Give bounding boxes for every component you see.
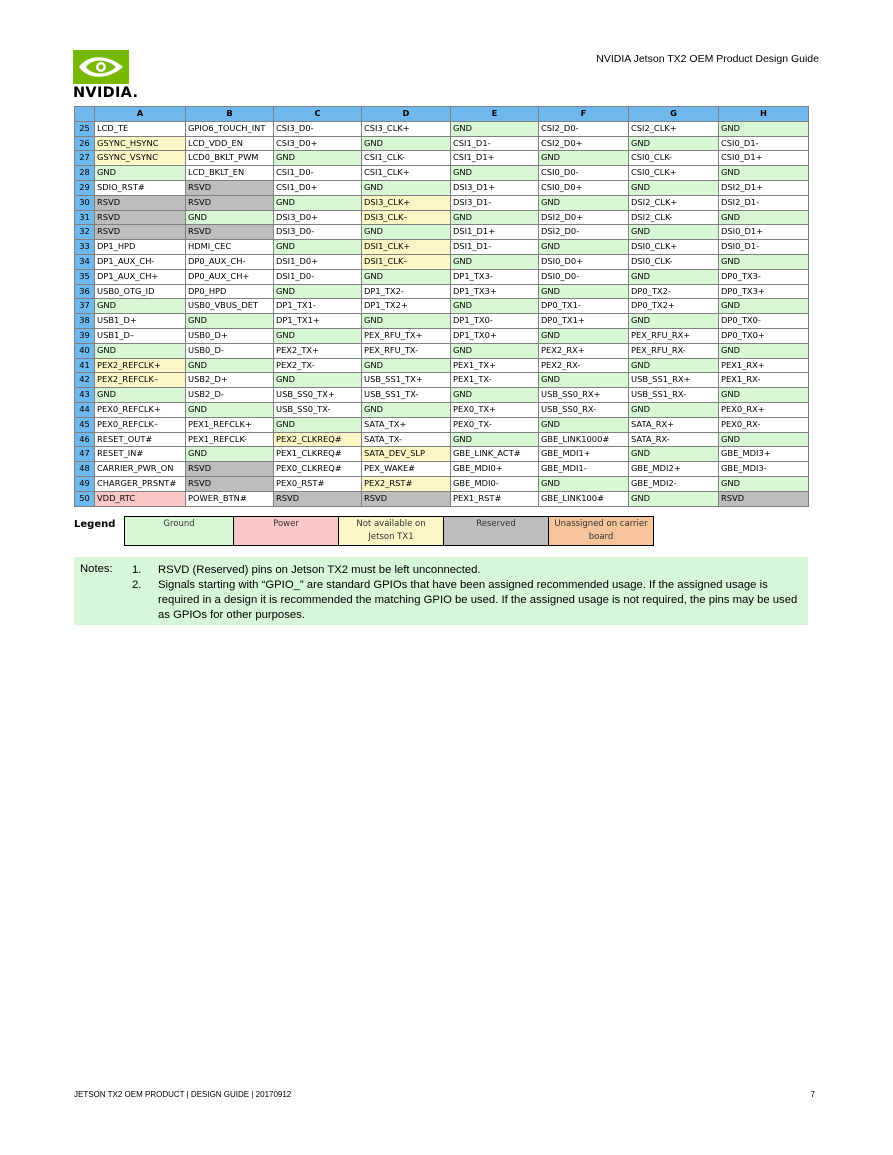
pin-cell: DSI0_D0- — [539, 269, 629, 284]
pin-cell: GND — [451, 299, 539, 314]
pin-cell: GND — [274, 373, 362, 388]
column-header-b: B — [186, 107, 274, 122]
pin-cell: RSVD — [95, 225, 186, 240]
pin-cell: DP1_TX0+ — [451, 328, 539, 343]
pin-cell: GND — [539, 151, 629, 166]
footer-doc-info: JETSON TX2 OEM PRODUCT | DESIGN GUIDE | 20170912 — [74, 1090, 292, 1099]
notes-box — [74, 557, 808, 625]
row-number: 37 — [75, 299, 95, 314]
pin-cell: GND — [274, 240, 362, 255]
pin-cell: GBE_LINK1000# — [539, 432, 629, 447]
pin-cell: DP1_TX1+ — [274, 314, 362, 329]
table-row — [75, 328, 809, 343]
pin-cell: USB0_VBUS_DET — [186, 299, 274, 314]
table-row — [75, 402, 809, 417]
row-number: 31 — [75, 210, 95, 225]
table-row — [75, 225, 809, 240]
pin-cell: DP1_TX0- — [451, 314, 539, 329]
pin-cell: PEX2_REFCLK– — [95, 373, 186, 388]
table-row — [75, 210, 809, 225]
pin-cell: USB1_D– — [95, 328, 186, 343]
pin-cell: GND — [719, 388, 809, 403]
row-number: 46 — [75, 432, 95, 447]
pin-cell: PEX1_RX- — [719, 373, 809, 388]
pin-cell: SATA_TX+ — [362, 417, 451, 432]
pin-cell: PEX2_CLKREQ# — [274, 432, 362, 447]
table-row — [75, 476, 809, 491]
table-row — [75, 269, 809, 284]
pin-cell: DSI2_D1+ — [719, 180, 809, 195]
pin-cell: GND — [629, 269, 719, 284]
pin-cell: GND — [451, 432, 539, 447]
pin-cell: CSI1_D0+ — [274, 180, 362, 195]
note-text: Signals starting with “GPIO_” are standard GPIOs that have been assigned recommended usage. If the assigned usage is required in a design it is recommended the matching GPIO be used. If the assigned usage is not required, the pins may be used as GPIOs for other purposes. — [158, 579, 798, 621]
table-row — [75, 491, 809, 506]
column-header-h: H — [719, 107, 809, 122]
pin-cell: RSVD — [186, 476, 274, 491]
pin-cell: GND — [274, 417, 362, 432]
row-number: 41 — [75, 358, 95, 373]
pin-cell: USB1_D+ — [95, 314, 186, 329]
pin-cell: DSI3_D1- — [451, 195, 539, 210]
pin-cell: GND — [186, 402, 274, 417]
pin-cell: GND — [95, 166, 186, 181]
column-header-f: F — [539, 107, 629, 122]
row-number: 38 — [75, 314, 95, 329]
pin-cell: DSI3_CLK+ — [362, 195, 451, 210]
pin-cell: PEX0_TX- — [451, 417, 539, 432]
pin-cell: CSI3_D0+ — [274, 136, 362, 151]
pin-cell: GBE_MDI3+ — [719, 447, 809, 462]
pin-cell: RESET_OUT# — [95, 432, 186, 447]
table-row — [75, 121, 809, 136]
row-number: 44 — [75, 402, 95, 417]
row-number: 33 — [75, 240, 95, 255]
pin-cell: GND — [274, 328, 362, 343]
pin-cell: DP0_TX0- — [719, 314, 809, 329]
pin-cell: PEX1_REFCLK+ — [186, 417, 274, 432]
pin-cell: USB_SS0_TX+ — [274, 388, 362, 403]
pin-cell: DP0_HPD — [186, 284, 274, 299]
pin-cell: DP0_TX0+ — [719, 328, 809, 343]
page-header-title: NVIDIA Jetson TX2 OEM Product Design Guide — [596, 53, 819, 65]
table-row — [75, 151, 809, 166]
pin-cell: GSYNC_VSYNC — [95, 151, 186, 166]
row-number: 43 — [75, 388, 95, 403]
pin-cell: DP0_TX3+ — [719, 284, 809, 299]
row-number: 47 — [75, 447, 95, 462]
column-header-row-number — [75, 107, 95, 122]
pin-cell: CARRIER_PWR_ON — [95, 462, 186, 477]
row-number: 35 — [75, 269, 95, 284]
pin-cell: DP1_TX2- — [362, 284, 451, 299]
pin-cell: CSI1_D1- — [451, 136, 539, 151]
table-row — [75, 136, 809, 151]
pin-cell: PEX1_RX+ — [719, 358, 809, 373]
pin-cell: GND — [186, 358, 274, 373]
pin-cell: GND — [719, 254, 809, 269]
pin-cell: DSI0_D0+ — [539, 254, 629, 269]
pin-cell: HDMI_CEC — [186, 240, 274, 255]
pin-cell: SATA_TX- — [362, 432, 451, 447]
pin-cell: GND — [451, 388, 539, 403]
pin-cell: GND — [95, 388, 186, 403]
pin-cell: PEX_RFU_RX+ — [629, 328, 719, 343]
table-row — [75, 373, 809, 388]
pin-cell: DP1_TX3+ — [451, 284, 539, 299]
row-number: 36 — [75, 284, 95, 299]
row-number: 48 — [75, 462, 95, 477]
table-row — [75, 166, 809, 181]
pin-cell: DSI1_D0+ — [274, 254, 362, 269]
pin-cell: DSI1_CLK+ — [362, 240, 451, 255]
table-row — [75, 180, 809, 195]
row-number: 30 — [75, 195, 95, 210]
pin-cell: DSI3_D0+ — [274, 210, 362, 225]
pin-cell: PEX1_TX- — [451, 373, 539, 388]
pin-cell: CSI0_CLK+ — [629, 166, 719, 181]
table-row — [75, 343, 809, 358]
pin-cell: VDD_RTC — [95, 491, 186, 506]
pin-cell: GND — [95, 343, 186, 358]
pin-cell: GBE_MDI2+ — [629, 462, 719, 477]
pin-cell: GND — [362, 225, 451, 240]
legend-item-ground: Ground — [125, 517, 234, 546]
pin-cell: DP1_HPD — [95, 240, 186, 255]
pin-cell: USB_SS0_RX- — [539, 402, 629, 417]
pin-cell: PEX0_CLKREQ# — [274, 462, 362, 477]
pin-cell: CSI0_CLK- — [629, 151, 719, 166]
pin-cell: DSI0_D1- — [719, 240, 809, 255]
pin-cell: GND — [719, 299, 809, 314]
pin-cell: PEX_RFU_RX- — [629, 343, 719, 358]
pin-cell: GND — [629, 447, 719, 462]
table-row — [75, 314, 809, 329]
pin-cell: GND — [186, 447, 274, 462]
pin-cell: CSI2_D0+ — [539, 136, 629, 151]
pin-cell: DP0_TX1+ — [539, 314, 629, 329]
table-row — [75, 240, 809, 255]
row-number: 40 — [75, 343, 95, 358]
pin-cell: PEX_RFU_TX- — [362, 343, 451, 358]
pin-cell: GND — [362, 136, 451, 151]
row-number: 25 — [75, 121, 95, 136]
pin-cell: DSI3_D0- — [274, 225, 362, 240]
pin-cell: CSI0_D1+ — [719, 151, 809, 166]
pin-cell: PEX2_TX+ — [274, 343, 362, 358]
pin-cell: PEX0_TX+ — [451, 402, 539, 417]
pin-cell: GND — [539, 195, 629, 210]
column-header-a: A — [95, 107, 186, 122]
pin-cell: RSVD — [95, 195, 186, 210]
pin-cell: GND — [451, 254, 539, 269]
pin-cell: GND — [451, 210, 539, 225]
notes-label: Notes: — [80, 563, 113, 575]
pin-cell: DP1_TX3- — [451, 269, 539, 284]
row-number: 50 — [75, 491, 95, 506]
column-header-g: G — [629, 107, 719, 122]
pin-cell: DP0_AUX_CH- — [186, 254, 274, 269]
pin-cell: PEX0_RX+ — [719, 402, 809, 417]
pin-cell: DSI0_CLK+ — [629, 240, 719, 255]
pin-cell: RSVD — [186, 180, 274, 195]
pin-cell: DP1_AUX_CH- — [95, 254, 186, 269]
row-number: 29 — [75, 180, 95, 195]
pin-cell: GBE_LINK_ACT# — [451, 447, 539, 462]
pin-cell: GBE_MDI2- — [629, 476, 719, 491]
footer-page-number: 7 — [810, 1090, 815, 1099]
pin-cell: GND — [629, 314, 719, 329]
pin-cell: PEX2_REFCLK+ — [95, 358, 186, 373]
pin-cell: DP1_TX2+ — [362, 299, 451, 314]
pin-cell: USB_SS0_RX+ — [539, 388, 629, 403]
pin-cell: GND — [274, 284, 362, 299]
table-row — [75, 299, 809, 314]
pin-cell: PEX1_REFCLK- — [186, 432, 274, 447]
pin-cell: CSI0_D0+ — [539, 180, 629, 195]
pin-cell: PEX0_RST# — [274, 476, 362, 491]
table-body — [75, 121, 809, 506]
pin-cell: GBE_MDI0+ — [451, 462, 539, 477]
pin-cell: DSI1_CLK– — [362, 254, 451, 269]
pin-cell: GND — [629, 136, 719, 151]
pin-cell: GND — [451, 166, 539, 181]
pin-cell: CSI1_D0- — [274, 166, 362, 181]
pin-cell: CSI0_D0- — [539, 166, 629, 181]
pin-cell: CSI1_D1+ — [451, 151, 539, 166]
nvidia-wordmark: NVIDIA. — [73, 85, 139, 101]
pin-cell: GND — [719, 121, 809, 136]
note-text: RSVD (Reserved) pins on Jetson TX2 must be left unconnected. — [158, 564, 481, 576]
pin-cell: DP0_AUX_CH+ — [186, 269, 274, 284]
pin-cell: CHARGER_PRSNT# — [95, 476, 186, 491]
pin-cell: SATA_RX- — [629, 432, 719, 447]
pin-cell: GND — [629, 491, 719, 506]
column-header-c: C — [274, 107, 362, 122]
legend-item-power: Power — [234, 517, 339, 546]
pin-cell: DP0_TX1- — [539, 299, 629, 314]
pin-cell: SATA_RX+ — [629, 417, 719, 432]
pin-cell: RSVD — [362, 491, 451, 506]
pin-cell: USB0_OTG_ID — [95, 284, 186, 299]
pin-cell: GND — [451, 121, 539, 136]
pin-cell: PEX2_RX+ — [539, 343, 629, 358]
pin-cell: GBE_MDI1- — [539, 462, 629, 477]
pin-cell: LCD_BKLT_EN — [186, 166, 274, 181]
pin-cell: GND — [362, 402, 451, 417]
table-row — [75, 284, 809, 299]
pin-cell: PEX2_TX- — [274, 358, 362, 373]
pin-cell: PEX0_REFCLK– — [95, 417, 186, 432]
pin-cell: DSI1_D1+ — [451, 225, 539, 240]
note-number: 2. — [132, 579, 142, 591]
row-number: 45 — [75, 417, 95, 432]
pin-cell: CSI2_CLK+ — [629, 121, 719, 136]
pin-cell: DSI3_CLK– — [362, 210, 451, 225]
row-number: 32 — [75, 225, 95, 240]
pin-cell: PEX0_RX- — [719, 417, 809, 432]
pin-cell: GND — [719, 476, 809, 491]
pin-cell: GBE_MDI3- — [719, 462, 809, 477]
table-row — [75, 462, 809, 477]
legend-item-not-available: Not available on Jetson TX1 — [339, 517, 444, 546]
pin-cell: GND — [629, 402, 719, 417]
pin-cell: RSVD — [186, 462, 274, 477]
pin-cell: GND — [719, 432, 809, 447]
pin-cell: DSI2_CLK+ — [629, 195, 719, 210]
pin-cell: RESET_IN# — [95, 447, 186, 462]
pin-cell: USB2_D+ — [186, 373, 274, 388]
pin-cell: DP1_AUX_CH+ — [95, 269, 186, 284]
pin-cell: PEX_WAKE# — [362, 462, 451, 477]
pin-cell: DSI0_D1+ — [719, 225, 809, 240]
row-number: 28 — [75, 166, 95, 181]
row-number: 42 — [75, 373, 95, 388]
pin-cell: DP0_TX3- — [719, 269, 809, 284]
pin-cell: CSI0_D1- — [719, 136, 809, 151]
pin-cell: GBE_MDI1+ — [539, 447, 629, 462]
pin-cell: GND — [362, 358, 451, 373]
pin-cell: PEX1_RST# — [451, 491, 539, 506]
pin-cell: GND — [95, 299, 186, 314]
pin-cell: LCD_VDD_EN — [186, 136, 274, 151]
pin-cell: GND — [362, 269, 451, 284]
pin-cell: PEX2_RX- — [539, 358, 629, 373]
pin-cell: PEX_RFU_TX+ — [362, 328, 451, 343]
pin-cell: USB2_D- — [186, 388, 274, 403]
table-row — [75, 254, 809, 269]
pin-cell: DSI0_CLK- — [629, 254, 719, 269]
column-header-d: D — [362, 107, 451, 122]
pin-cell: GND — [629, 225, 719, 240]
pin-cell: GND — [362, 180, 451, 195]
pin-cell: RSVD — [95, 210, 186, 225]
pin-cell: GND — [186, 210, 274, 225]
column-header-e: E — [451, 107, 539, 122]
pin-cell: USB_SS1_RX+ — [629, 373, 719, 388]
pin-cell: USB0_D- — [186, 343, 274, 358]
pin-cell: PEX0_REFCLK+ — [95, 402, 186, 417]
legend-item-unassigned: Unassigned on carrier board — [549, 517, 654, 546]
pin-cell: DP1_TX1- — [274, 299, 362, 314]
pin-cell: GBE_LINK100# — [539, 491, 629, 506]
pin-cell: PEX1_TX+ — [451, 358, 539, 373]
pin-cell: GND — [451, 343, 539, 358]
legend-label: Legend — [74, 519, 116, 530]
table-row — [75, 388, 809, 403]
note-number: 1. — [132, 564, 142, 576]
pin-cell: DSI3_D1+ — [451, 180, 539, 195]
pin-cell: DSI2_D0+ — [539, 210, 629, 225]
pin-cell: USB_SS1_TX+ — [362, 373, 451, 388]
pin-cell: USB_SS1_RX- — [629, 388, 719, 403]
pin-cell: RSVD — [274, 491, 362, 506]
row-number: 34 — [75, 254, 95, 269]
table-row — [75, 447, 809, 462]
pin-cell: GND — [629, 180, 719, 195]
legend-table — [124, 516, 654, 546]
pin-cell: GND — [274, 195, 362, 210]
pin-cell: DSI2_D1- — [719, 195, 809, 210]
pin-cell: DSI1_D1- — [451, 240, 539, 255]
pin-cell: GND — [186, 314, 274, 329]
pin-cell: GND — [362, 314, 451, 329]
pin-cell: RSVD — [719, 491, 809, 506]
legend-item-reserved: Reserved — [444, 517, 549, 546]
pin-cell: GPIO6_TOUCH_INT — [186, 121, 274, 136]
table-row — [75, 358, 809, 373]
pin-cell: GND — [719, 210, 809, 225]
pin-cell: GND — [539, 284, 629, 299]
pin-cell: LCD0_BKLT_PWM — [186, 151, 274, 166]
pin-cell: DSI2_CLK- — [629, 210, 719, 225]
pin-cell: GSYNC_HSYNC — [95, 136, 186, 151]
row-number: 27 — [75, 151, 95, 166]
pin-cell: CSI2_D0- — [539, 121, 629, 136]
pin-cell: GND — [719, 343, 809, 358]
pin-cell: GND — [274, 151, 362, 166]
pin-cell: CSI1_CLK+ — [362, 166, 451, 181]
pin-cell: SATA_DEV_SLP — [362, 447, 451, 462]
row-number: 39 — [75, 328, 95, 343]
pin-cell: RSVD — [186, 195, 274, 210]
table-row — [75, 195, 809, 210]
pinout-table — [74, 106, 809, 507]
pin-cell: DSI1_D0- — [274, 269, 362, 284]
pin-cell: CSI1_CLK- — [362, 151, 451, 166]
pin-cell: GND — [629, 358, 719, 373]
pin-cell: USB_SS0_TX- — [274, 402, 362, 417]
pin-cell: USB_SS1_TX- — [362, 388, 451, 403]
table-row — [75, 432, 809, 447]
pin-cell: GND — [539, 476, 629, 491]
pin-cell: DSI2_D0- — [539, 225, 629, 240]
pin-cell: GND — [539, 373, 629, 388]
pin-cell: LCD_TE — [95, 121, 186, 136]
pin-cell: POWER_BTN# — [186, 491, 274, 506]
pin-cell: DP0_TX2+ — [629, 299, 719, 314]
pin-cell: SDIO_RST# — [95, 180, 186, 195]
pin-cell: PEX1_CLKREQ# — [274, 447, 362, 462]
pin-cell: RSVD — [186, 225, 274, 240]
table-row — [75, 417, 809, 432]
pin-cell: DP0_TX2- — [629, 284, 719, 299]
pin-cell: USB0_D+ — [186, 328, 274, 343]
pin-cell: GND — [539, 328, 629, 343]
row-number: 26 — [75, 136, 95, 151]
table-header-row — [75, 107, 809, 122]
pin-cell: CSI3_D0- — [274, 121, 362, 136]
pin-cell: PEX2_RST# — [362, 476, 451, 491]
pin-cell: GND — [539, 417, 629, 432]
pin-cell: GND — [539, 240, 629, 255]
row-number: 49 — [75, 476, 95, 491]
pin-cell: GBE_MDI0- — [451, 476, 539, 491]
pin-cell: CSI3_CLK+ — [362, 121, 451, 136]
pin-cell: GND — [719, 166, 809, 181]
